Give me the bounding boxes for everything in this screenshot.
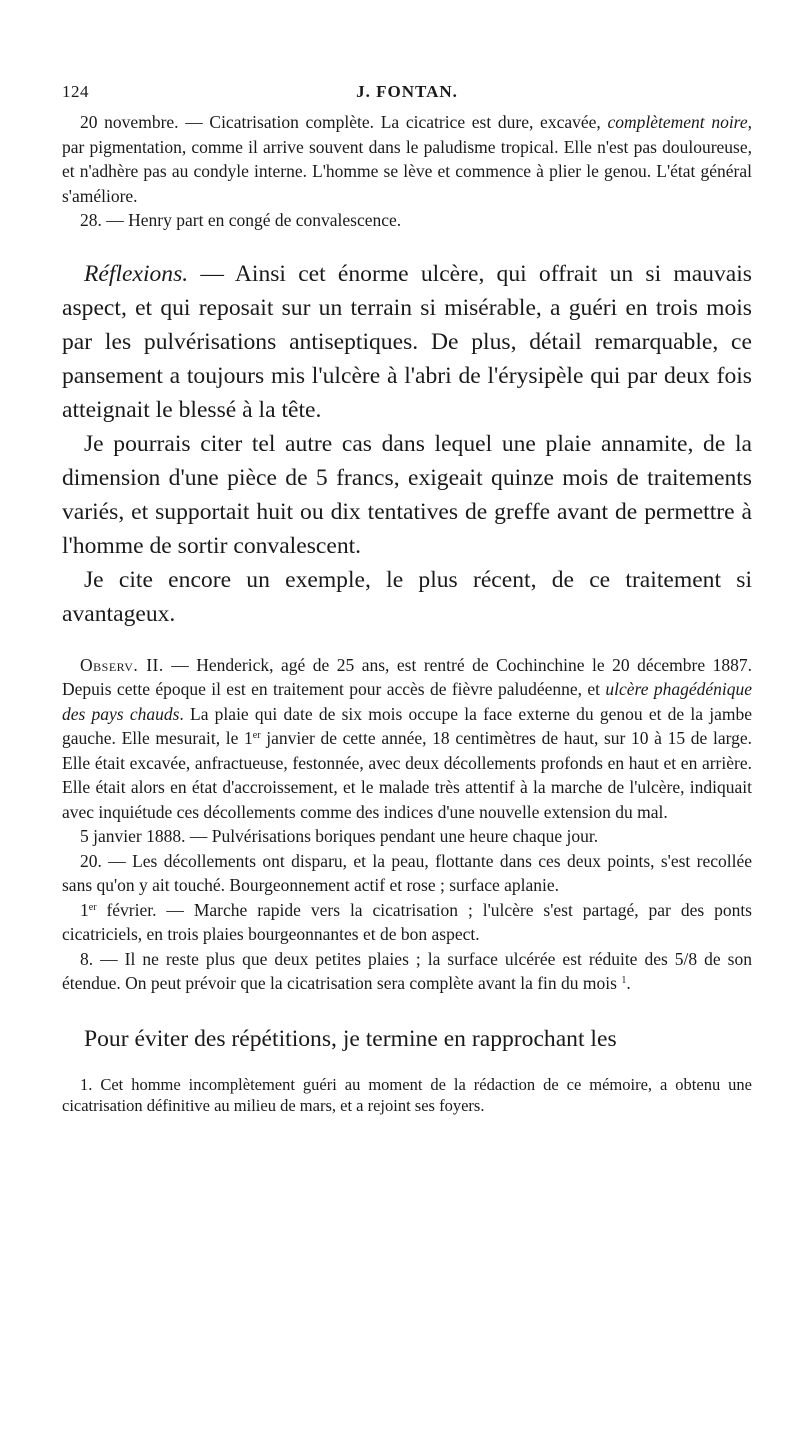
page-number: 124 — [62, 82, 89, 101]
running-title: J. FONTAN. — [356, 82, 458, 101]
reflexions-paragraph-1 — [62, 257, 752, 427]
paragraph-text: . La plaie qui date de six mois occupe la face externe du genou et de la jambe gauche. Elle mesurait, le 1 — [62, 703, 752, 748]
entry-8 — [62, 947, 752, 996]
entry-nov-20 — [62, 110, 752, 208]
footnote-marker: 1. — [80, 1074, 93, 1094]
observation-label: Observ. II. — [80, 654, 164, 675]
entry-text: 20 novembre. — Cicatrisation complète. La cicatrice est dure, excavée, — [80, 112, 608, 132]
closing-line: Pour éviter des répétitions, je termine en rapprochant les — [84, 1025, 617, 1052]
observation-section — [62, 653, 752, 996]
observation-paragraph — [62, 653, 752, 825]
footnote-section — [62, 1074, 752, 1116]
footnote-text: Cet homme incomplètement guéri au moment de la rédaction de ce mémoire, a obtenu une cicatrisation définitive au milieu de mars, et a rejoint ses foyers. — [62, 1074, 752, 1115]
entry-20: 20. — Les décollements ont disparu, et la peau, flottante dans ces deux points, s'est recollée sans qu'on y ait touché. Bourgeonnement actif et rose ; surface aplanie. — [62, 850, 752, 895]
superscript: er — [88, 901, 97, 913]
section-label: Réflexions. — [84, 260, 189, 287]
entry-text: , par pigmentation, comme il arrive souvent dans le paludisme tropical. Elle n'est pas douloureuse, et n'adhère pas au condyle interne. L'homme se lève et commence à plier le genou. L'état général s'améliore. — [62, 112, 752, 206]
entry-text: 1 — [80, 899, 89, 920]
entry-text: 8. — Il ne reste plus que deux petites plaies ; la surface ulcérée est réduite des 5/8 de son étendue. On peut prévoir que la cicatrisation sera complète avant la fin du mois — [62, 948, 752, 993]
footnote-reference[interactable]: 1 — [621, 975, 627, 986]
entry-text: . — [626, 973, 631, 993]
paragraph-text: — Henderick, agé de 25 ans, est rentré de Cochinchine le 20 décembre 1887. Depuis cette époque il est en traitement pour accès de fièvre paludéenne, et — [62, 654, 752, 699]
paragraph-text: — Ainsi cet énorme ulcère, qui offrait un si mauvais aspect, et qui reposait sur un terrain si misérable, a guéri en trois mois par les pulvérisations antiseptiques. De plus, détail remarquable, ce pansement a toujours mis l'ulcère à l'abri de l'érysipèle qui par deux fois atteignait le blessé à la tête. — [62, 260, 752, 423]
paragraph-text: janvier de cette année, 18 centimètres de haut, sur 10 à 15 de large. Elle était excavée, anfractueuse, festonnée, avec deux décollements profonds en haut et en arrière. Elle était alors en état d'accroissement, et le malade très attentif à la marche de l'ulcère, indiquait avec inquiétude ces décollements comme des indices d'une nouvelle extension du mal. — [62, 728, 752, 822]
entry-feb-1 — [62, 898, 752, 947]
case-one-notes — [62, 110, 752, 233]
entry-28: 28. — Henry part en congé de convalescence. — [80, 210, 402, 230]
superscript: er — [252, 730, 261, 741]
reflexions-section — [62, 257, 752, 631]
reflexions-paragraph-3: Je cite encore un exemple, le plus récent, de ce traitement si avantageux. — [62, 566, 752, 627]
running-head — [62, 82, 752, 110]
reflexions-paragraph-2: Je pourrais citer tel autre cas dans lequel une plaie annamite, de la dimension d'une pièce de 5 francs, exigeait quinze mois de traitements variés, et supportait huit ou dix tentatives de greffe avant de permettre à l'homme de sortir convalescent. — [62, 430, 752, 559]
footnote — [62, 1074, 752, 1116]
entry-jan-5: 5 janvier 1888. — Pulvérisations boriques pendant une heure chaque jour. — [80, 826, 599, 846]
emphasis-text: complètement noire — [607, 112, 748, 132]
entry-text: février. — Marche rapide vers la cicatrisation ; l'ulcère s'est partagé, par des ponts cicatriciels, en trois plaies bourgeonnantes et de bon aspect. — [62, 899, 752, 944]
document-page — [62, 82, 752, 1116]
emphasis-text: ulcère phagédénique des pays chauds — [62, 679, 752, 724]
closing-section — [62, 1022, 752, 1056]
